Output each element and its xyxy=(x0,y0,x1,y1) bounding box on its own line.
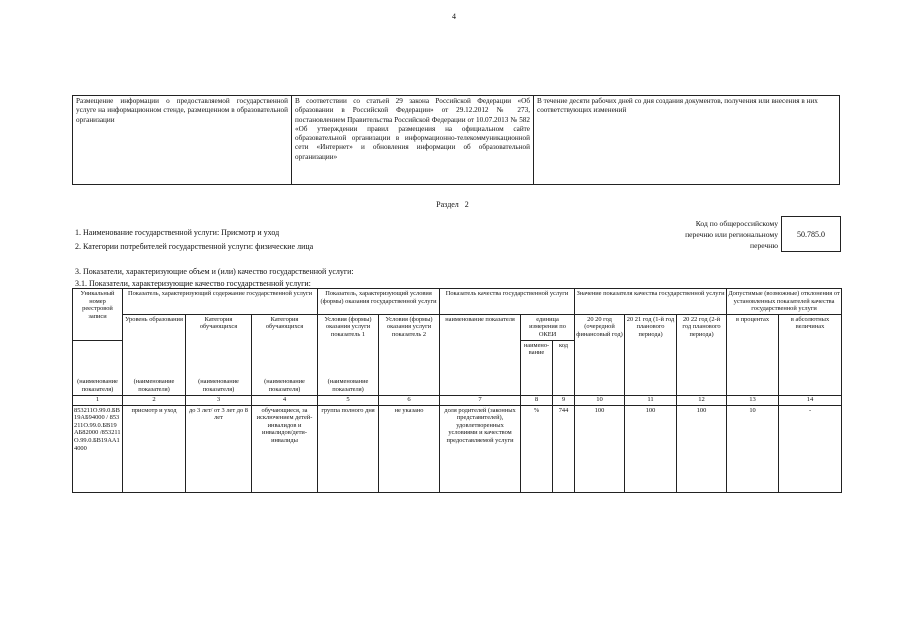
student-cat-2-note: (наименование показателя) xyxy=(186,340,252,395)
info-method-cell: Размещение информации о предоставляемой государственной услуге на информационном стенде, размещенном в образовательной организации xyxy=(73,96,292,184)
header-unit-name: наимено-вание xyxy=(521,340,553,395)
header-row-2 xyxy=(73,314,842,340)
service-name: 1. Наименование государственной услуги: Присмотр и уход xyxy=(75,228,280,237)
page-number: 4 xyxy=(452,12,456,21)
indicator-name-cell: доля родителей (законных представителей), удовлетворенных условиями и качеством предоставляемой услуги xyxy=(440,405,521,492)
col-number: 5 xyxy=(318,395,379,405)
header-values: Значение показателя качества государственной услуги xyxy=(575,289,727,315)
header-absolute: в абсолютных величинах xyxy=(779,314,842,395)
header-quality: Показатель качества государственной услуги xyxy=(440,289,575,315)
header-unit: единица измерения по ОКЕИ xyxy=(521,314,575,340)
year-1-value-cell: 100 xyxy=(575,405,625,492)
indicators-heading: 3. Показатели, характеризующие объем и (или) качество государственной услуги: xyxy=(75,267,354,276)
header-content: Показатель, характеризующий содержание государственной услуги xyxy=(123,289,318,315)
registry-number-cell: 853211О.99.0.БВ19АБ94000 / 853211О.99.0.БВ19АБ82000 /853211О.99.0.БВ19АА14000 xyxy=(73,405,123,492)
header-deviation: Допустимые (возможные) отклонения от установленных показателей качества государственной услуги xyxy=(727,289,842,315)
year-3-value-cell: 100 xyxy=(677,405,727,492)
header-percent: в процентах xyxy=(727,314,779,395)
header-cond-2-text: Условия (формы) оказания услуги показатель 2 xyxy=(385,315,433,338)
col-number: 6 xyxy=(379,395,440,405)
condition-2-cell: не указано xyxy=(379,405,440,492)
header-year-2: 20 21 год (1-й год планового периода) xyxy=(625,314,677,395)
section-title: Раздел 2 xyxy=(436,200,469,209)
edu-level-note: (наименование показателя) xyxy=(73,340,123,395)
header-conditions: Показатель, характеризующий условия (формы) оказания государственной услуги xyxy=(318,289,440,315)
header-cond-1 xyxy=(318,314,379,340)
student-age-cell: до 3 лет/ от 3 лет до 8 лет xyxy=(186,405,252,492)
cond-2-note: (наименование показателя) xyxy=(318,340,379,395)
column-numbers-row xyxy=(73,395,842,405)
header-cond-1-text: Условия (формы) оказания услуги показатель 1 xyxy=(324,315,372,338)
quality-table xyxy=(72,288,842,493)
info-frequency-cell: В течение десяти рабочих дней со дня создания документов, получения или внесения в них соответствующих изменений xyxy=(537,97,818,115)
code-value: 50.785.0 xyxy=(797,229,825,239)
edu-level-cell: присмотр и уход xyxy=(123,405,186,492)
col-number: 11 xyxy=(625,395,677,405)
deviation-percent-cell: 10 xyxy=(727,405,779,492)
col-number: 7 xyxy=(440,395,521,405)
header-student-cat-2 xyxy=(252,314,318,340)
header-unique-number: Уникальный номер реестровой записи xyxy=(73,289,123,341)
quality-heading: 3.1. Показатели, характеризующие качество государственной услуги: xyxy=(75,279,311,288)
table-row xyxy=(73,405,842,492)
header-year-1: 20 20 год (очередной финансовый год) xyxy=(575,314,625,395)
year-2-value-cell: 100 xyxy=(625,405,677,492)
cond-1-note: (наименование показателя) xyxy=(252,340,318,395)
col-number: 12 xyxy=(677,395,727,405)
info-content-cell: В соответствии со статьей 29 закона Российской Федерации «Об образовании в Российской Федерации» от 29.12.2012 № 273, постановлением Правительства Российской Федерации от 10.07.2013 № 582 «Об утверждении правил размещения на официальном сайте образовательной организации в информационно-телекоммуникационной сети «Интернет» и обновления информации об образовательной организации» xyxy=(292,96,534,184)
header-edu-level xyxy=(123,314,186,340)
col-number: 14 xyxy=(779,395,842,405)
header-student-cat-1-text: Категория обучающихся xyxy=(199,315,238,331)
col-number: 1 xyxy=(73,395,123,405)
col-number: 10 xyxy=(575,395,625,405)
header-year-3: 20 22 год (2-й год планового периода) xyxy=(677,314,727,395)
code-value-box xyxy=(781,216,841,252)
student-cat-1-note: (наименование показателя) xyxy=(123,340,186,395)
header-edu-level-text: Уровень образования xyxy=(125,315,183,323)
col-number: 3 xyxy=(186,395,252,405)
code-label: Код по общероссийскому перечню или региональному перечню xyxy=(685,219,778,250)
condition-1-cell: группа полного дня xyxy=(318,405,379,492)
info-table xyxy=(72,95,840,185)
col-number: 9 xyxy=(553,395,575,405)
col-number: 8 xyxy=(521,395,553,405)
col-number: 2 xyxy=(123,395,186,405)
header-student-cat-2-text: Категория обучающихся xyxy=(265,315,304,331)
header-cond-2 xyxy=(379,314,440,340)
deviation-absolute-cell: - xyxy=(779,405,842,492)
header-indicator-name: наименование показателя xyxy=(440,314,521,395)
col-number: 13 xyxy=(727,395,779,405)
unit-name-cell: % xyxy=(521,405,553,492)
consumer-category: 2. Категории потребителей государственной услуги: физические лица xyxy=(75,242,314,251)
header-student-cat-1 xyxy=(186,314,252,340)
header-row-1 xyxy=(73,289,842,315)
student-category-cell: обучающиеся, за исключением детей-инвалидов и инвалидов/дети-инвалиды xyxy=(252,405,318,492)
unit-code-cell: 744 xyxy=(553,405,575,492)
header-unit-code: код xyxy=(553,340,575,395)
col-number: 4 xyxy=(252,395,318,405)
